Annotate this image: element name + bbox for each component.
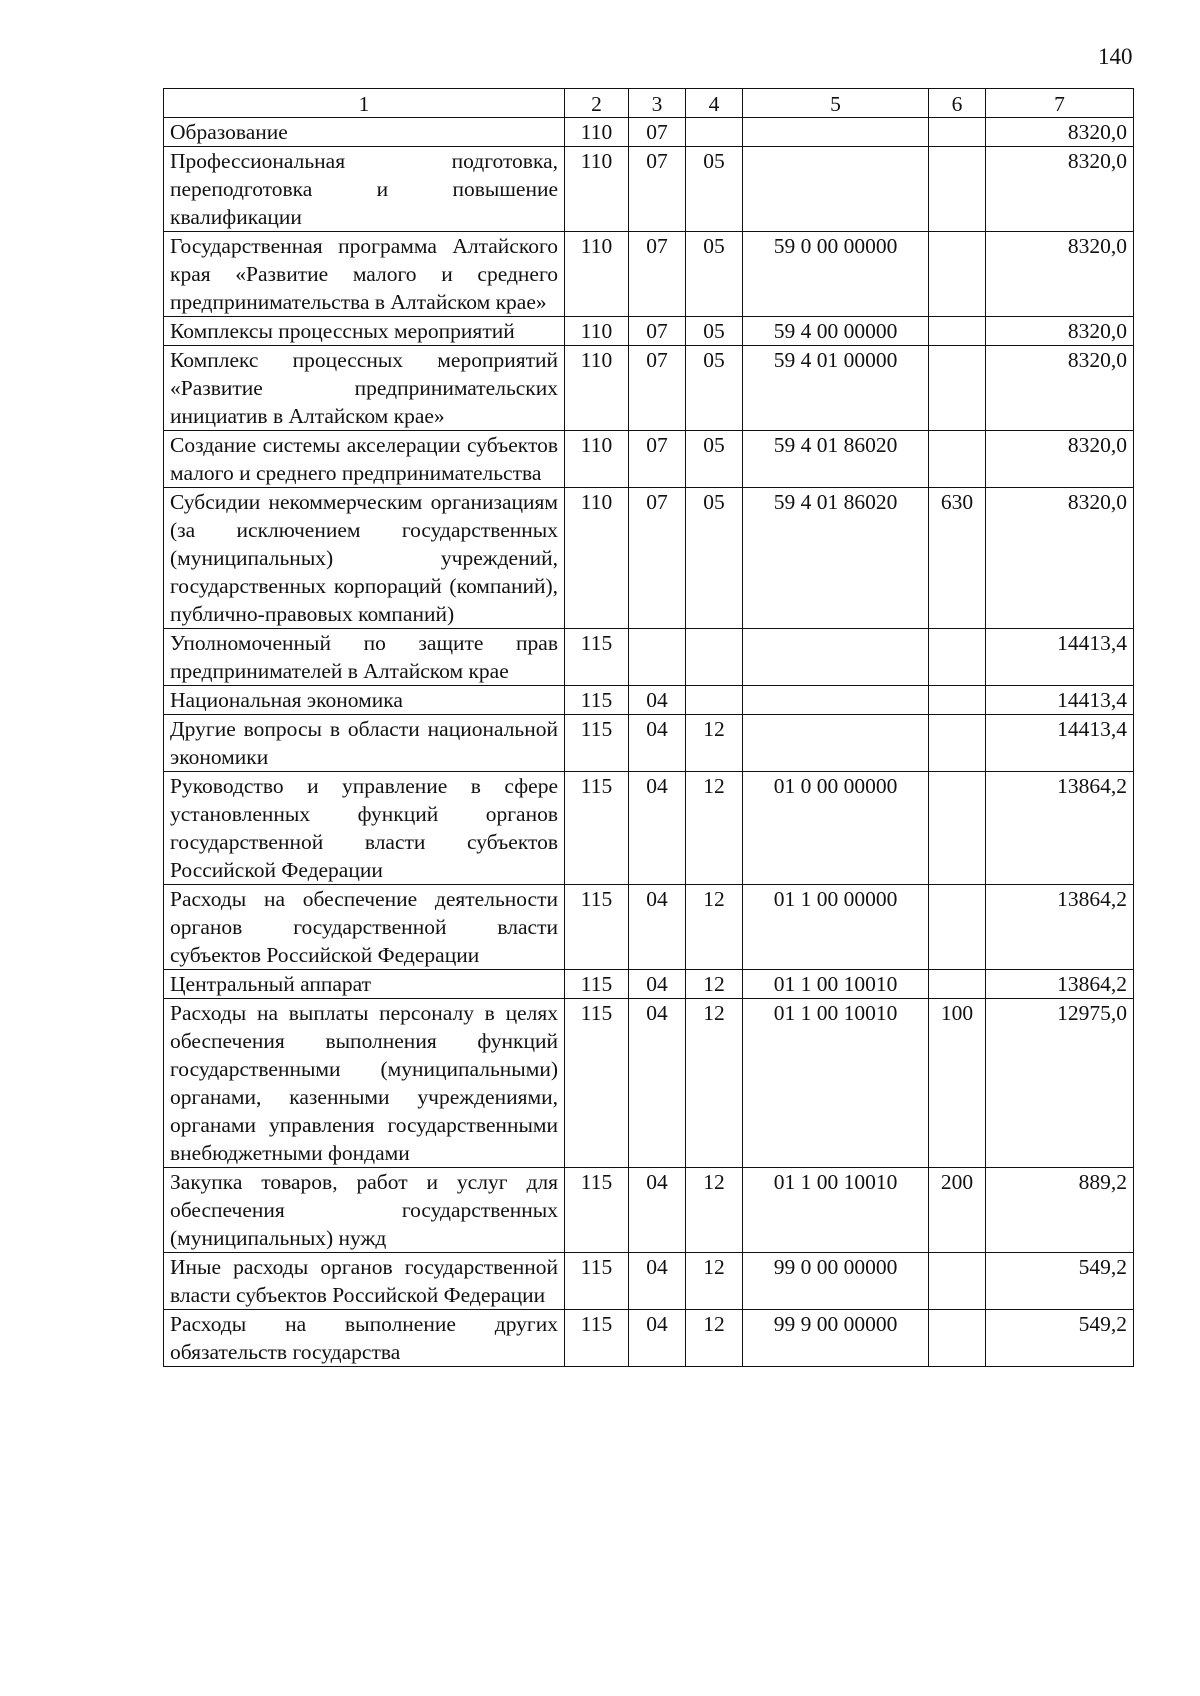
row-ministry-code: 115 <box>565 999 629 1168</box>
row-subsection-code <box>686 686 743 715</box>
row-amount: 14413,4 <box>986 686 1134 715</box>
row-target-code <box>743 715 929 772</box>
table-row <box>164 999 1134 1168</box>
row-subsection-code: 05 <box>686 488 743 629</box>
column-header: 3 <box>629 89 686 118</box>
row-target-code: 59 4 01 00000 <box>743 346 929 431</box>
row-ministry-code: 110 <box>565 317 629 346</box>
row-section-code: 07 <box>629 232 686 317</box>
row-name: Расходы на выплаты персоналу в целях обеспечения выполнения функций государственными (муниципальными) органами, казенными учреждениями, органами управления государственными внебюджетными фондами <box>164 999 565 1168</box>
column-header: 5 <box>743 89 929 118</box>
row-section-code: 04 <box>629 772 686 885</box>
row-target-code: 01 0 00 00000 <box>743 772 929 885</box>
row-amount: 8320,0 <box>986 147 1134 232</box>
row-target-code <box>743 147 929 232</box>
row-ministry-code: 110 <box>565 346 629 431</box>
table-row <box>164 772 1134 885</box>
row-target-code <box>743 118 929 147</box>
row-name: Закупка товаров, работ и услуг для обеспечения государственных (муниципальных) нужд <box>164 1168 565 1253</box>
row-expense-type <box>929 232 986 317</box>
row-expense-type <box>929 118 986 147</box>
row-name: Другие вопросы в области национальной экономики <box>164 715 565 772</box>
row-subsection-code: 05 <box>686 147 743 232</box>
row-subsection-code: 12 <box>686 715 743 772</box>
row-expense-type <box>929 715 986 772</box>
row-subsection-code: 12 <box>686 1310 743 1367</box>
row-target-code: 59 4 01 86020 <box>743 431 929 488</box>
row-expense-type <box>929 346 986 431</box>
row-amount: 14413,4 <box>986 629 1134 686</box>
row-name: Расходы на обеспечение деятельности органов государственной власти субъектов Российской Федерации <box>164 885 565 970</box>
row-subsection-code: 12 <box>686 885 743 970</box>
row-amount: 8320,0 <box>986 317 1134 346</box>
row-target-code: 99 0 00 00000 <box>743 1253 929 1310</box>
row-expense-type <box>929 1310 986 1367</box>
table-row <box>164 715 1134 772</box>
row-amount: 549,2 <box>986 1310 1134 1367</box>
row-section-code: 04 <box>629 686 686 715</box>
table-row <box>164 317 1134 346</box>
table-row <box>164 885 1134 970</box>
row-section-code: 04 <box>629 970 686 999</box>
row-section-code: 07 <box>629 346 686 431</box>
row-expense-type <box>929 317 986 346</box>
row-name: Иные расходы органов государственной власти субъектов Российской Федерации <box>164 1253 565 1310</box>
row-amount: 13864,2 <box>986 970 1134 999</box>
row-expense-type: 100 <box>929 999 986 1168</box>
row-section-code: 07 <box>629 147 686 232</box>
table-row <box>164 1253 1134 1310</box>
row-section-code: 04 <box>629 1168 686 1253</box>
table-header-row <box>164 89 1134 118</box>
row-name: Центральный аппарат <box>164 970 565 999</box>
row-ministry-code: 115 <box>565 885 629 970</box>
column-header: 4 <box>686 89 743 118</box>
row-amount: 889,2 <box>986 1168 1134 1253</box>
budget-table <box>163 88 1134 1367</box>
row-target-code: 59 4 00 00000 <box>743 317 929 346</box>
column-header: 6 <box>929 89 986 118</box>
row-amount: 13864,2 <box>986 772 1134 885</box>
row-ministry-code: 110 <box>565 431 629 488</box>
table-row <box>164 488 1134 629</box>
row-target-code: 01 1 00 10010 <box>743 970 929 999</box>
row-expense-type <box>929 772 986 885</box>
row-amount: 8320,0 <box>986 118 1134 147</box>
row-subsection-code: 12 <box>686 1168 743 1253</box>
row-amount: 14413,4 <box>986 715 1134 772</box>
row-subsection-code: 12 <box>686 1253 743 1310</box>
row-expense-type <box>929 686 986 715</box>
row-ministry-code: 115 <box>565 1168 629 1253</box>
row-subsection-code <box>686 629 743 686</box>
row-amount: 8320,0 <box>986 232 1134 317</box>
row-expense-type <box>929 1253 986 1310</box>
row-expense-type <box>929 885 986 970</box>
row-name: Уполномоченный по защите прав предпринимателей в Алтайском крае <box>164 629 565 686</box>
row-section-code: 07 <box>629 488 686 629</box>
row-amount: 549,2 <box>986 1253 1134 1310</box>
row-subsection-code <box>686 118 743 147</box>
table-row <box>164 232 1134 317</box>
page-number: 140 <box>1098 44 1133 69</box>
row-ministry-code: 115 <box>565 1310 629 1367</box>
row-subsection-code: 12 <box>686 999 743 1168</box>
table-row <box>164 629 1134 686</box>
row-subsection-code: 05 <box>686 317 743 346</box>
row-target-code: 99 9 00 00000 <box>743 1310 929 1367</box>
row-subsection-code: 12 <box>686 970 743 999</box>
row-target-code <box>743 686 929 715</box>
row-target-code: 01 1 00 10010 <box>743 999 929 1168</box>
row-amount: 8320,0 <box>986 431 1134 488</box>
row-name: Образование <box>164 118 565 147</box>
row-target-code: 59 4 01 86020 <box>743 488 929 629</box>
row-section-code: 07 <box>629 317 686 346</box>
row-subsection-code: 05 <box>686 346 743 431</box>
row-ministry-code: 110 <box>565 147 629 232</box>
row-ministry-code: 115 <box>565 772 629 885</box>
row-section-code: 04 <box>629 715 686 772</box>
row-section-code: 07 <box>629 118 686 147</box>
row-target-code: 59 0 00 00000 <box>743 232 929 317</box>
row-ministry-code: 115 <box>565 629 629 686</box>
row-name: Руководство и управление в сфере установленных функций органов государственной власти субъектов Российской Федерации <box>164 772 565 885</box>
column-header: 1 <box>164 89 565 118</box>
row-ministry-code: 115 <box>565 970 629 999</box>
row-expense-type: 630 <box>929 488 986 629</box>
row-section-code: 07 <box>629 431 686 488</box>
row-amount: 8320,0 <box>986 488 1134 629</box>
row-amount: 13864,2 <box>986 885 1134 970</box>
table-row <box>164 431 1134 488</box>
row-expense-type <box>929 431 986 488</box>
row-target-code: 01 1 00 10010 <box>743 1168 929 1253</box>
table-row <box>164 118 1134 147</box>
row-name: Создание системы акселерации субъектов малого и среднего предпринимательства <box>164 431 565 488</box>
row-expense-type <box>929 970 986 999</box>
column-header: 2 <box>565 89 629 118</box>
row-section-code: 04 <box>629 999 686 1168</box>
row-section-code <box>629 629 686 686</box>
row-expense-type <box>929 147 986 232</box>
row-expense-type: 200 <box>929 1168 986 1253</box>
row-ministry-code: 110 <box>565 488 629 629</box>
row-ministry-code: 115 <box>565 715 629 772</box>
row-target-code <box>743 629 929 686</box>
table-row <box>164 686 1134 715</box>
row-section-code: 04 <box>629 1253 686 1310</box>
table-row <box>164 1168 1134 1253</box>
row-ministry-code: 115 <box>565 686 629 715</box>
row-ministry-code: 115 <box>565 1253 629 1310</box>
table-row <box>164 970 1134 999</box>
row-subsection-code: 05 <box>686 431 743 488</box>
row-amount: 8320,0 <box>986 346 1134 431</box>
row-name: Национальная экономика <box>164 686 565 715</box>
row-expense-type <box>929 629 986 686</box>
row-ministry-code: 110 <box>565 232 629 317</box>
row-name: Расходы на выполнение других обязательств государства <box>164 1310 565 1367</box>
table-row <box>164 1310 1134 1367</box>
table-row <box>164 346 1134 431</box>
row-section-code: 04 <box>629 1310 686 1367</box>
row-name: Государственная программа Алтайского края «Развитие малого и среднего предпринимательства в Алтайском крае» <box>164 232 565 317</box>
row-target-code: 01 1 00 00000 <box>743 885 929 970</box>
row-name: Профессиональная подготовка, переподготовка и повышение квалификации <box>164 147 565 232</box>
table-row <box>164 147 1134 232</box>
row-name: Комплекс процессных мероприятий «Развитие предпринимательских инициатив в Алтайском крае» <box>164 346 565 431</box>
row-section-code: 04 <box>629 885 686 970</box>
row-subsection-code: 12 <box>686 772 743 885</box>
column-header: 7 <box>986 89 1134 118</box>
row-ministry-code: 110 <box>565 118 629 147</box>
row-name: Комплексы процессных мероприятий <box>164 317 565 346</box>
row-subsection-code: 05 <box>686 232 743 317</box>
row-name: Субсидии некоммерческим организациям (за исключением государственных (муниципальных) учреждений, государственных корпораций (компаний), публично-правовых компаний) <box>164 488 565 629</box>
row-amount: 12975,0 <box>986 999 1134 1168</box>
